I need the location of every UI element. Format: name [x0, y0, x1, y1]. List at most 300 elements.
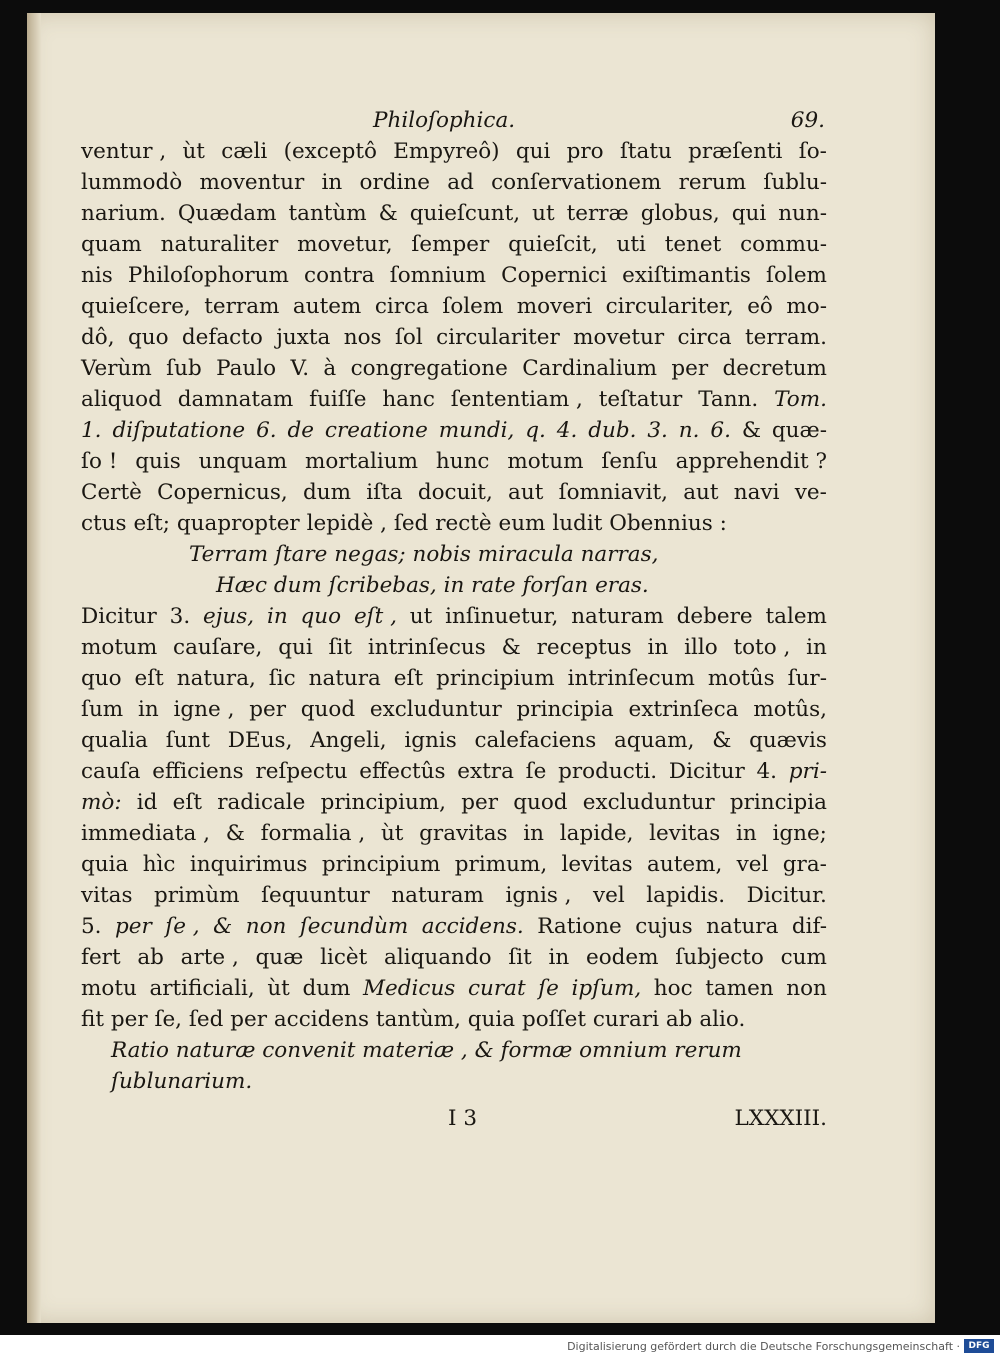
word: ùt: [380, 821, 404, 846]
word: ſic: [268, 666, 296, 691]
word: arte ,: [180, 945, 239, 970]
word: dum: [302, 976, 351, 1001]
word: Ratione: [537, 914, 622, 939]
word: teſtatur: [598, 387, 683, 412]
word: creatione: [324, 418, 428, 443]
text-line: [81, 818, 827, 849]
word: Copernici: [501, 263, 607, 288]
word: Dicitur: [668, 759, 745, 784]
word: fuiſſe: [309, 387, 367, 412]
word: ctus: [81, 511, 127, 536]
word: vitas: [81, 883, 133, 908]
word: principium: [321, 852, 441, 877]
word: eſt: [172, 790, 202, 815]
word: Empyreô): [393, 139, 500, 164]
paragraph-main: [81, 136, 827, 539]
word: terram: [204, 294, 280, 319]
word: ut: [532, 201, 555, 226]
text-line: [81, 198, 827, 229]
word: aliquando: [384, 945, 492, 970]
text-line: [81, 973, 827, 1004]
word: ignis: [404, 728, 457, 753]
word: Dicitur: [81, 604, 157, 629]
word: cauſare,: [173, 635, 263, 660]
word: per: [110, 1007, 148, 1032]
text-line: [81, 384, 827, 415]
italic-note: [81, 1035, 827, 1097]
word: diſputatione: [112, 418, 246, 443]
word: moventur: [199, 170, 305, 195]
word: circa: [677, 325, 732, 350]
book-page: [27, 13, 935, 1323]
word: in: [138, 697, 159, 722]
word: 3.: [169, 604, 191, 629]
text-line: [81, 942, 827, 973]
word: moveri: [516, 294, 593, 319]
word: 5.: [81, 914, 102, 939]
word: ſe: [538, 976, 559, 1001]
word: ſit: [328, 635, 353, 660]
word: &: [741, 418, 761, 443]
word: aliquod: [81, 387, 162, 412]
word: ſecundùm: [299, 914, 409, 939]
word: quieſcit,: [508, 232, 598, 257]
dfg-logo: DFG: [964, 1339, 994, 1353]
word: nun-: [778, 201, 827, 226]
word: quia: [81, 852, 129, 877]
word: defacto: [181, 325, 263, 350]
word: autem,: [647, 852, 723, 877]
word: vel: [736, 852, 769, 877]
text-line: [81, 508, 827, 539]
word: radicale: [217, 790, 306, 815]
word: ſubjecto: [675, 945, 764, 970]
text-line: [81, 291, 827, 322]
text-line: [81, 787, 827, 818]
word: licèt: [320, 945, 368, 970]
word: motu: [81, 976, 137, 1001]
word: talem: [765, 604, 827, 629]
text-line: [81, 1004, 827, 1035]
word: 3.: [647, 418, 668, 443]
word: quod: [513, 790, 568, 815]
word: eſt;: [133, 511, 171, 536]
word: nis: [81, 263, 113, 288]
word: V.: [290, 356, 310, 381]
verse-line: Terram ſtare negas; nobis miracula narras,: [189, 542, 659, 567]
word: eodem: [586, 945, 659, 970]
word: nos: [343, 325, 382, 350]
word: motum: [507, 449, 584, 474]
word: damnatam: [177, 387, 294, 412]
word: quæ-: [771, 418, 827, 443]
word: illo: [684, 635, 718, 660]
word: natura,: [176, 666, 256, 691]
word: Medicus: [363, 976, 456, 1001]
credit-text: Digitalisierung gefördert durch die Deutsche Forschungsgemeinschaft ·: [567, 1340, 960, 1353]
word: motum: [81, 635, 158, 660]
word: ſublu-: [763, 170, 827, 195]
word: naturam: [391, 883, 484, 908]
word: ſemper: [411, 232, 490, 257]
word: levitas: [649, 821, 721, 846]
word: formalia ,: [260, 821, 366, 846]
text-line: [81, 911, 827, 942]
word: ſtatu: [619, 139, 672, 164]
word: ſenſu: [601, 449, 658, 474]
word: qui: [515, 139, 551, 164]
word: dum: [303, 480, 351, 505]
word: ſomniavit,: [558, 480, 668, 505]
word: Certè: [81, 480, 142, 505]
word: unquam: [198, 449, 288, 474]
word: quieſcunt,: [409, 201, 521, 226]
text-line: [81, 601, 827, 632]
word: ſe: [525, 759, 547, 784]
word: debere: [676, 604, 753, 629]
word: DEus,: [227, 728, 293, 753]
text-line: [81, 353, 827, 384]
word: ſit: [508, 945, 532, 970]
running-title: Philoſophica.: [373, 108, 516, 133]
word: 6.: [710, 418, 731, 443]
page-header: [81, 105, 827, 136]
verse-line: Hæc dum ſcribebas, in rate forſan eras.: [216, 573, 649, 598]
word: accidens.: [421, 914, 524, 939]
word: non: [786, 976, 827, 1001]
word: extra: [457, 759, 514, 784]
word: in: [548, 945, 570, 970]
word: ad: [447, 170, 474, 195]
word: ſolem: [766, 263, 827, 288]
word: &: [225, 821, 245, 846]
word: dif-: [791, 914, 827, 939]
word: extrinſeca: [628, 697, 739, 722]
word: principium: [436, 666, 555, 691]
word: ſomnium: [389, 263, 486, 288]
text-line: [81, 136, 827, 167]
word: reſpectu: [255, 759, 348, 784]
word: 1.: [81, 418, 102, 443]
word: principia: [729, 790, 827, 815]
word: ejus,: [203, 604, 255, 629]
text-line: [81, 849, 827, 880]
signature-mark: I 3: [448, 1106, 478, 1131]
word: Angeli,: [310, 728, 387, 753]
word: aut: [683, 480, 719, 505]
word: autem: [292, 294, 362, 319]
word: pri-: [788, 759, 827, 784]
word: præſenti: [688, 139, 783, 164]
word: in: [321, 170, 343, 195]
word: ab: [665, 1007, 693, 1032]
word: hunc: [435, 449, 490, 474]
word: movetur,: [297, 232, 393, 257]
word: primùm: [154, 883, 240, 908]
word: primum,: [454, 852, 548, 877]
word: in: [806, 635, 827, 660]
word: producti.: [558, 759, 658, 784]
word: receptus: [536, 635, 632, 660]
word: toto ,: [733, 635, 791, 660]
word: natura: [706, 914, 779, 939]
word: fit: [81, 1007, 104, 1032]
word: inquirimus: [189, 852, 308, 877]
word: Tom.: [774, 387, 827, 412]
word: docuit,: [417, 480, 493, 505]
word: qualia: [81, 728, 148, 753]
word: per: [115, 914, 152, 939]
word: aut: [508, 480, 544, 505]
word: ſe,: [154, 1007, 183, 1032]
word: mo-: [786, 294, 827, 319]
word: quia: [467, 1007, 516, 1032]
word: ſub: [166, 356, 202, 381]
word: per: [230, 1007, 267, 1032]
word: ve-: [794, 480, 827, 505]
word: &: [501, 635, 521, 660]
word: quam: [81, 232, 142, 257]
word: ſed: [188, 1007, 224, 1032]
word: uti: [616, 232, 646, 257]
word: cauſa: [81, 759, 141, 784]
word: intrinſecus: [367, 635, 486, 660]
word: Tann.: [698, 387, 759, 412]
word: efficiens: [152, 759, 244, 784]
word: levitas: [561, 852, 633, 877]
word: principia: [516, 697, 614, 722]
word: circulariter,: [605, 294, 734, 319]
text-line: [81, 880, 827, 911]
word: ordine: [359, 170, 430, 195]
catchword: LXXXIII.: [734, 1106, 827, 1131]
word: quævis: [749, 728, 827, 753]
word: eô: [747, 294, 773, 319]
text-line: [81, 260, 827, 291]
word: per: [461, 790, 498, 815]
word: Obennius :: [609, 511, 727, 536]
word: contra: [304, 263, 375, 288]
word: gravitas: [419, 821, 508, 846]
word: fert: [81, 945, 121, 970]
word: movetur: [573, 325, 665, 350]
word: in: [647, 635, 669, 660]
note-line: Ratio naturæ convenit materiæ , & formæ omnium rerum: [111, 1038, 742, 1063]
word: 4.: [756, 759, 778, 784]
text-line: [81, 167, 827, 198]
word: mortalium: [304, 449, 419, 474]
word: effectûs: [359, 759, 446, 784]
text-block: [81, 105, 827, 1143]
text-line: [81, 632, 827, 663]
word: aquam,: [613, 728, 695, 753]
word: motûs,: [753, 697, 827, 722]
word: naturam: [571, 604, 664, 629]
word: natura: [308, 666, 381, 691]
word: quæ: [255, 945, 304, 970]
word: excluduntur: [369, 697, 502, 722]
word: terram.: [744, 325, 827, 350]
word: ſum: [81, 697, 124, 722]
note-line: ſublunarium.: [111, 1069, 253, 1094]
word: dub.: [588, 418, 637, 443]
text-line: [81, 756, 827, 787]
word: ſed: [393, 511, 429, 536]
word: dô,: [81, 325, 115, 350]
word: igne;: [772, 821, 827, 846]
word: ſolem: [442, 294, 504, 319]
word: terræ: [566, 201, 629, 226]
word: ipſum,: [571, 976, 642, 1001]
word: poſſet: [521, 1007, 586, 1032]
word: &: [712, 728, 732, 753]
word: ſe ,: [165, 914, 200, 939]
word: ſunt: [165, 728, 211, 753]
word: lummodò: [81, 170, 183, 195]
text-line: [81, 446, 827, 477]
word: ùt: [267, 976, 290, 1001]
word: ignis ,: [505, 883, 572, 908]
word: q.: [525, 418, 546, 443]
word: quo: [127, 325, 169, 350]
word: curari: [592, 1007, 659, 1032]
word: id: [136, 790, 158, 815]
word: Quædam: [177, 201, 277, 226]
word: ſo !: [81, 449, 118, 474]
word: ſo-: [798, 139, 827, 164]
word: Paulo: [216, 356, 277, 381]
word: eſt: [393, 666, 424, 691]
word: lapidis.: [646, 883, 726, 908]
text-line: [81, 477, 827, 508]
word: inſinuetur,: [445, 604, 559, 629]
word: cujus: [635, 914, 693, 939]
word: non: [245, 914, 287, 939]
word: motûs: [707, 666, 775, 691]
word: in: [266, 604, 288, 629]
word: iſta: [366, 480, 403, 505]
word: gra-: [782, 852, 827, 877]
word: &: [378, 201, 398, 226]
verse-quotation: [81, 539, 827, 601]
word: ùt: [182, 139, 205, 164]
word: lepidè ,: [306, 511, 387, 536]
word: principium,: [320, 790, 447, 815]
word: immediata ,: [81, 821, 210, 846]
word: tamen: [705, 976, 774, 1001]
word: lapide,: [559, 821, 634, 846]
word: in: [736, 821, 757, 846]
word: accidens: [273, 1007, 370, 1032]
word: rectè: [435, 511, 492, 536]
word: decretum: [722, 356, 827, 381]
word: quo: [81, 666, 122, 691]
word: quis: [135, 449, 181, 474]
word: Cardinalium: [522, 356, 658, 381]
word: per: [671, 356, 709, 381]
text-line: [81, 725, 827, 756]
page-number: 69.: [790, 108, 825, 133]
page-spine-shadow: [27, 13, 41, 1323]
word: 4.: [556, 418, 578, 443]
word: eſt ,: [353, 604, 397, 629]
word: congregatione: [350, 356, 508, 381]
word: naturaliter: [160, 232, 279, 257]
word: Dicitur.: [746, 883, 827, 908]
word: alio.: [699, 1007, 746, 1032]
word: cæli: [221, 139, 268, 164]
word: de: [287, 418, 314, 443]
word: pro: [566, 139, 604, 164]
word: eum: [498, 511, 546, 536]
word: qui: [278, 635, 313, 660]
word: (exceptô: [283, 139, 377, 164]
word: qui: [731, 201, 767, 226]
text-line: [81, 229, 827, 260]
word: mundi,: [438, 418, 515, 443]
word: Copernicus,: [157, 480, 288, 505]
word: in: [523, 821, 545, 846]
word: à: [323, 356, 337, 381]
word: ſententiam ,: [450, 387, 583, 412]
word: tantùm,: [375, 1007, 461, 1032]
word: ſequuntur: [261, 883, 370, 908]
word: per: [249, 697, 286, 722]
word: circa: [374, 294, 429, 319]
word: narium.: [81, 201, 166, 226]
word: 6.: [256, 418, 277, 443]
word: tenet: [664, 232, 722, 257]
word: juxta: [276, 325, 331, 350]
paragraph-dicitur: [81, 601, 827, 1035]
word: &: [213, 914, 233, 939]
word: quod: [300, 697, 356, 722]
word: n.: [678, 418, 700, 443]
word: ſur-: [787, 666, 827, 691]
word: tantùm: [288, 201, 367, 226]
word: hoc: [653, 976, 693, 1001]
word: ſol: [394, 325, 423, 350]
word: intrinſecum: [567, 666, 695, 691]
word: navi: [733, 480, 780, 505]
word: ab: [137, 945, 164, 970]
word: quapropter: [176, 511, 300, 536]
word: Philoſophorum: [127, 263, 289, 288]
word: igne ,: [173, 697, 235, 722]
text-line: [81, 694, 827, 725]
credit-bar: [0, 1335, 1000, 1359]
word: conſervationem: [491, 170, 662, 195]
word: ludit: [552, 511, 603, 536]
word: hanc: [382, 387, 435, 412]
word: ventur ,: [81, 139, 167, 164]
word: curat: [467, 976, 526, 1001]
text-line: [81, 415, 827, 446]
word: mò:: [81, 790, 122, 815]
word: calefaciens: [474, 728, 597, 753]
word: circulariter: [436, 325, 560, 350]
word: quieſcere,: [81, 294, 191, 319]
word: eſt: [134, 666, 164, 691]
word: hìc: [142, 852, 176, 877]
word: Verùm: [81, 356, 152, 381]
word: cum: [780, 945, 827, 970]
word: excluduntur: [582, 790, 715, 815]
text-line: [81, 663, 827, 694]
page-footer: [81, 1103, 827, 1143]
word: globus,: [640, 201, 720, 226]
word: quo: [300, 604, 342, 629]
